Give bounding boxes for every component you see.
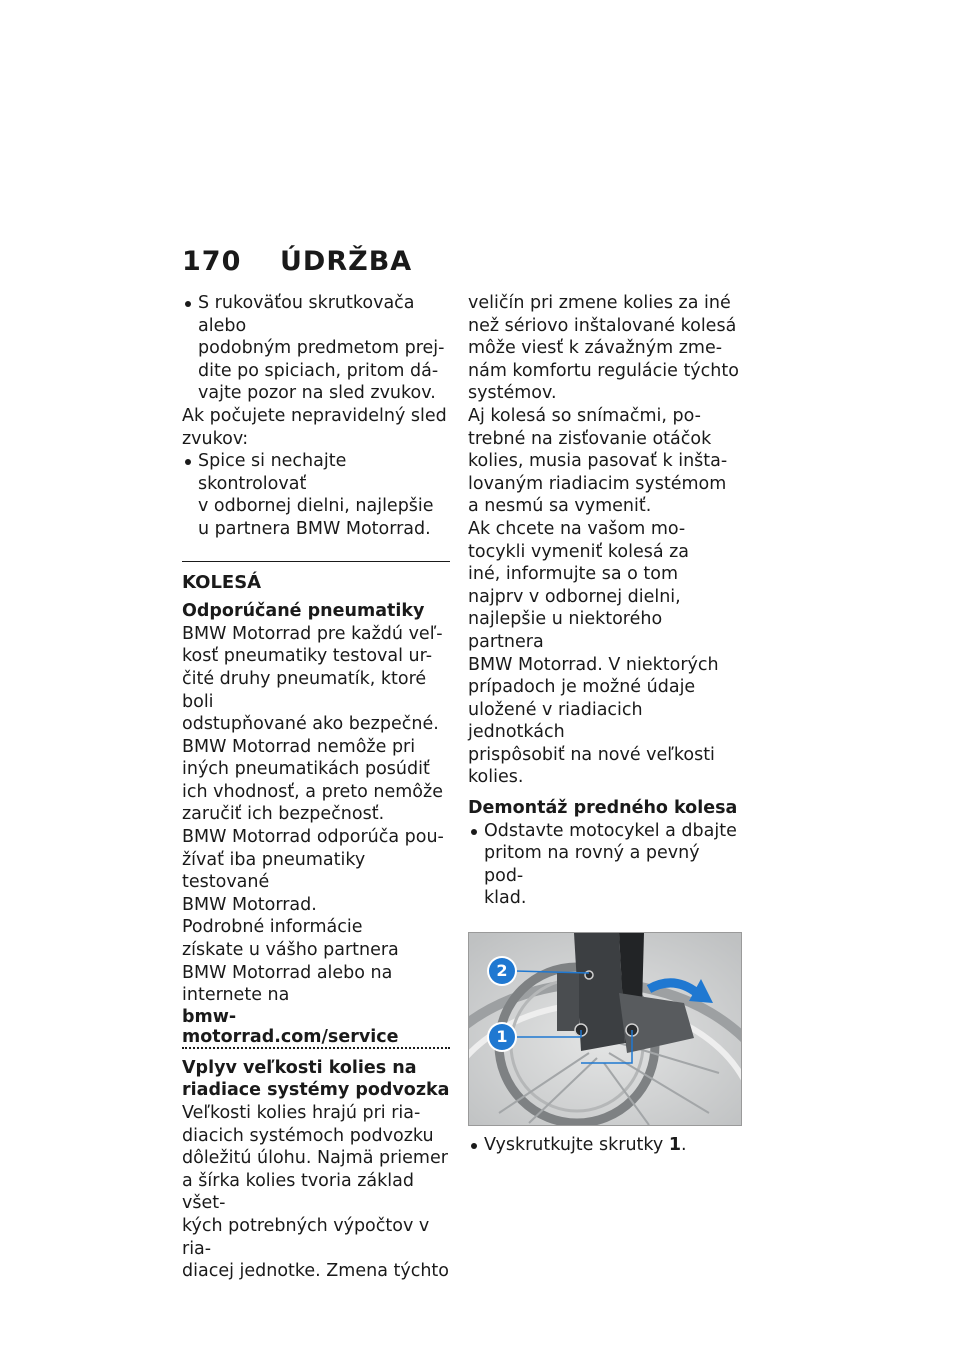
subsection-title-recommended-tyres: Odporúčané pneumatiky bbox=[182, 601, 425, 622]
paragraph-irregular-sound: Ak počujete nepravidelný sled zvukov: bbox=[182, 405, 447, 449]
paragraph-other-tyres: BMW Motorrad nemôže pri iných pneumatikách posúdiť ich vhodnosť, a preto nemôže zaručiť ich bezpečnosť. bbox=[182, 736, 443, 825]
section-title-wheels: KOLESÁ bbox=[182, 561, 450, 595]
chapter-title: ÚDRŽBA bbox=[280, 246, 413, 277]
remove-screws-end: . bbox=[681, 1135, 687, 1156]
front-wheel-figure bbox=[468, 932, 742, 1126]
subsection-title-front-wheel-removal: Demontáž predného kolesa bbox=[468, 798, 738, 819]
paragraph-wheel-size: Veľkosti kolies hrajú pri ria- diacich systémoch podvozku dôležitú úlohu. Najmä priemer a šírka kolies tvoria základ všet- kých potrebných výpočtov v ria- diacej jednotke. Zmena týchto bbox=[182, 1103, 449, 1282]
callout-1: 1 bbox=[489, 1024, 515, 1050]
paragraph-change-wheels: Ak chcete na vašom mo- tocykli vymeniť kolesá za iné, informujte sa o tom najprv v odbornej dielni, najlepšie u niektorého partnera BMW Motorrad. V niektorých prípadoch je možné údaje uložené v riadiacich jednotkách prispôsobiť na nové veľkosti kolies. bbox=[468, 518, 719, 788]
screw-number-ref: 1 bbox=[668, 1135, 682, 1156]
paragraph-sensors: Aj kolesá so snímačmi, po- trebné na zisťovanie otáčok kolies, musia pasovať k inšta- lovaným riadiacim systémom a nesmú sa vymeniť. bbox=[468, 405, 728, 517]
paragraph-tested-tyres: BMW Motorrad pre každú veľ- kosť pneumatiky testoval ur- čité druhy pneumatík, ktoré boli odstupňované ako bezpečné. bbox=[182, 623, 443, 735]
paragraph-comfort: veličín pri zmene kolies za iné než sériovo inštalované kolesá môže viesť k závažným zme- nám komfortu regulácie týchto systémov. bbox=[468, 293, 739, 404]
left-column bbox=[182, 292, 450, 1283]
bullet-park-motorcycle: Odstavte motocykel a dbajte pritom na rovný a pevný pod- klad. bbox=[468, 820, 740, 910]
bullet-workshop-check: Spice si nechajte skontrolovať v odbornej dielni, najlepšie u partnera BMW Motorrad. bbox=[182, 450, 450, 540]
paragraph-recommendation: BMW Motorrad odporúča pou- žívať iba pneumatiky testované BMW Motorrad. bbox=[182, 827, 444, 915]
callout-2: 2 bbox=[489, 958, 515, 984]
bullet-remove-screws bbox=[468, 1134, 740, 1157]
paragraph-more-info: Podrobné informácie získate u vášho partnera BMW Motorrad alebo na internete na bbox=[182, 917, 399, 1006]
right-column bbox=[468, 292, 740, 1157]
page-number: 170 bbox=[182, 246, 242, 277]
subsection-title-wheel-size: Vplyv veľkosti kolies na riadiace systémy podvozka bbox=[182, 1057, 450, 1101]
bullet-check-spokes: S rukoväťou skrutkovača alebo podobným predmetom prej- dite po spiciach, pritom dá- vajte pozor na sled zvukov. bbox=[182, 292, 450, 405]
remove-screws-text: Vyskrutkujte skrutky bbox=[484, 1135, 669, 1156]
service-link[interactable]: bmw-motorrad.com/service bbox=[182, 1007, 450, 1049]
